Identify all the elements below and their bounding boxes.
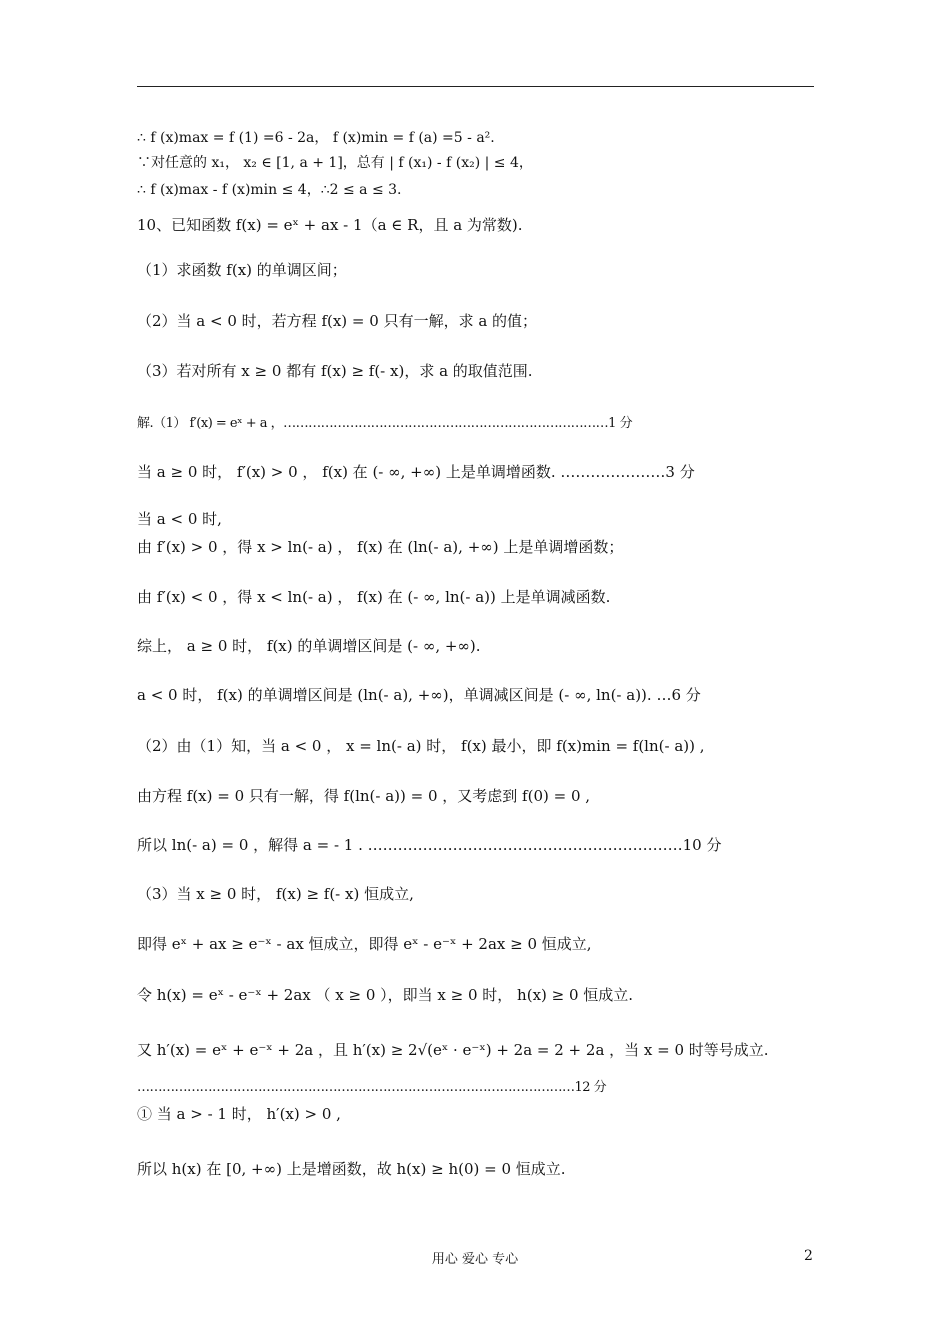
text-line: 由 f′(x) > 0 ，得 x > ln(- a) ， f(x) 在 (ln(- a), +∞) 上是单调增函数； [137, 538, 624, 556]
text-line: 当 a < 0 时, [137, 510, 222, 528]
text-line: 由方程 f(x) = 0 只有一解，得 f(ln(- a)) = 0 ，又考虑到 f(0) = 0 , [137, 787, 591, 805]
text-line: 所以 h(x) 在 [0, +∞) 上是增函数，故 h(x) ≥ h(0) = 0 恒成立. [137, 1160, 566, 1178]
text-line: 解.（1） f′(x) = eˣ + a ，……………………………………………………………………1 分 [137, 416, 633, 431]
page-footer: 用心 爱心 专心 [431, 1252, 519, 1267]
text-line: （2）由（1）知，当 a < 0 ， x = ln(- a) 时， f(x) 最小，即 f(x)min = f(ln(- a)) , [137, 737, 705, 755]
text-line: 10、已知函数 f(x) = eˣ + ax - 1（a ∈ R，且 a 为常数). [137, 216, 523, 234]
text-line: 即得 eˣ + ax ≥ e⁻ˣ - ax 恒成立，即得 eˣ - e⁻ˣ + 2ax ≥ 0 恒成立, [137, 935, 592, 953]
text-line: ……………………………………………………………………………………………12 分 [137, 1080, 607, 1095]
text-line: 又 h′(x) = eˣ + e⁻ˣ + 2a ，且 h′(x) ≥ 2√(eˣ · e⁻ˣ) + 2a = 2 + 2a ，当 x = 0 时等号成立. [137, 1041, 769, 1059]
text-line: （2）当 a < 0 时，若方程 f(x) = 0 只有一解，求 a 的值； [137, 312, 538, 330]
text-line: 令 h(x) = eˣ - e⁻ˣ + 2ax （ x ≥ 0 ），即当 x ≥ 0 时， h(x) ≥ 0 恒成立. [137, 986, 634, 1004]
text-line: ∴ f (x)max - f (x)min ≤ 4，∴2 ≤ a ≤ 3. [137, 182, 402, 198]
text-line: 由 f′(x) < 0 ，得 x < ln(- a) ， f(x) 在 (- ∞, ln(- a)) 上是单调减函数. [137, 588, 611, 606]
text-line: ∴ f (x)max = f (1) =6 - 2a， f (x)min = f (a) =5 - a². [137, 130, 495, 146]
text-line: （3）若对所有 x ≥ 0 都有 f(x) ≥ f(- x)，求 a 的取值范围. [137, 362, 533, 380]
text-line: （3）当 x ≥ 0 时， f(x) ≥ f(- x) 恒成立, [137, 885, 414, 903]
text-line: a < 0 时， f(x) 的单调增区间是 (ln(- a), +∞)，单调减区间是 (- ∞, ln(- a)). …6 分 [137, 686, 701, 704]
text-line: 当 a ≥ 0 时， f′(x) > 0 ， f(x) 在 (- ∞, +∞) 上是单调增函数. …………………3 分 [137, 463, 695, 481]
page-number: 2 [804, 1248, 813, 1264]
text-line: ① 当 a > - 1 时， h′(x) > 0 , [137, 1105, 341, 1123]
text-line: 所以 ln(- a) = 0 ，解得 a = - 1 . ………………………………………………………10 分 [137, 836, 722, 854]
text-line: 综上， a ≥ 0 时， f(x) 的单调增区间是 (- ∞, +∞). [137, 637, 481, 655]
text-line: ∵对任意的 x₁， x₂ ∈ [1, a + 1]，总有 | f (x₁) - f (x₂) | ≤ 4， [137, 155, 533, 171]
text-line: （1）求函数 f(x) 的单调区间； [137, 261, 347, 279]
header-rule [137, 86, 814, 87]
